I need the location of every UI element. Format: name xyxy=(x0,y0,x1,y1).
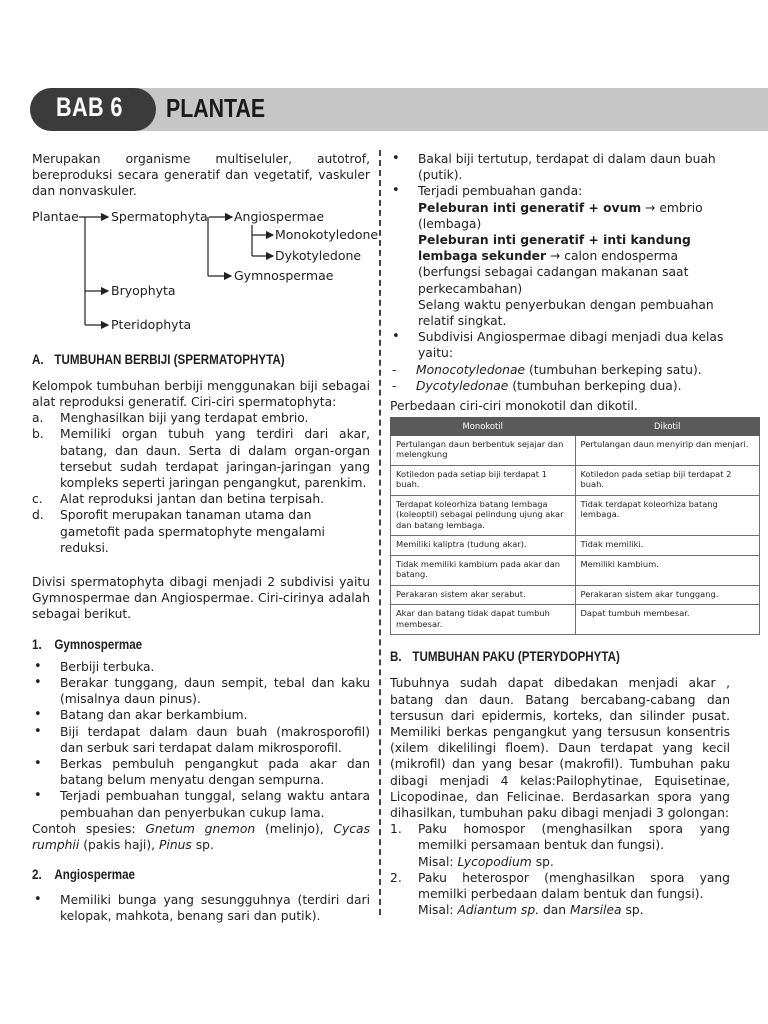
species-suffix: sp. xyxy=(535,854,554,869)
table-cell: Pertulangan daun berbentuk sejajar dan melengkung xyxy=(391,435,576,465)
list-item xyxy=(32,507,370,556)
section-a-intro: Kelompok tumbuhan berbiji menggunakan biji sebagai alat reproduksi generatif. Ciri-ciri spermatophyta: xyxy=(32,378,370,410)
paku-groups xyxy=(390,821,730,918)
fertilization-2-bold: Peleburan inti generatif + inti kandung lembaga xyxy=(418,233,691,264)
dash-marker: - xyxy=(392,362,397,377)
table-cell: Kotiledon pada setiap biji terdapat 1 buah. xyxy=(391,465,576,495)
section-a-heading xyxy=(32,352,323,368)
angio-title: Angiospermae xyxy=(54,867,136,883)
table-cell: Tidak memiliki kambium pada akar dan batang. xyxy=(391,555,576,585)
list-marker: c. xyxy=(32,492,43,507)
chapter-title: PLANTAE xyxy=(166,93,266,123)
list-item xyxy=(32,426,370,491)
list-item: • Batang dan akar berkambium. xyxy=(32,707,370,723)
species-name: Lycopodium xyxy=(457,854,532,869)
comparison-table xyxy=(390,417,760,635)
table-row xyxy=(391,435,760,465)
table-row xyxy=(391,465,760,495)
selang-text: Selang waktu penyerbukan dengan pembuahan relatif singkat. xyxy=(418,297,714,329)
list-marker: 2. xyxy=(390,870,402,885)
table-row xyxy=(391,536,760,556)
list-item-text: Alat reproduksi jantan dan betina terpisah. xyxy=(60,492,325,507)
table-cell: Memiliki kambium. xyxy=(575,555,760,585)
angiospermae-list-a xyxy=(32,892,370,924)
table-cell: Perakaran sistem akar serabut. xyxy=(391,585,576,605)
angio-number: 2. xyxy=(32,867,42,883)
tree-spermatophyta: Spermatophyta xyxy=(111,208,208,224)
gymno-number: 1. xyxy=(32,636,42,652)
left-column xyxy=(32,151,379,924)
list-item xyxy=(390,378,730,394)
table-cell: Memiliki kaliptra (tudung akar). xyxy=(391,536,576,556)
species-name: Pinus xyxy=(158,838,192,853)
list-item-text: Terjadi pembuahan ganda: xyxy=(418,184,583,199)
list-item: • Biji terdapat dalam daun buah (makrosporofil) dan serbuk sari terdapat dalam mikrosporofil. xyxy=(32,724,370,756)
arrow-icon: → xyxy=(549,249,561,264)
species-suffix: sp. xyxy=(195,838,214,853)
table-header-row xyxy=(391,418,760,436)
angiospermae-heading xyxy=(32,867,323,883)
species-prefix: Contoh spesies: xyxy=(32,821,136,836)
tree-root: Plantae xyxy=(32,208,79,224)
spermatophyta-characteristics xyxy=(32,410,370,556)
column-divider xyxy=(379,150,381,915)
section-a-letter: A. xyxy=(32,351,44,367)
list-item: • Berbiji terbuka. xyxy=(32,659,370,675)
column-header: Monokotil xyxy=(391,418,576,436)
gymnospermae-heading xyxy=(32,637,323,653)
section-b-letter: B. xyxy=(390,649,402,665)
conjunction: dan xyxy=(542,903,567,918)
list-item xyxy=(390,870,730,919)
tree-bryophyta: Bryophyta xyxy=(111,282,176,298)
gymno-title: Gymnospermae xyxy=(54,636,143,652)
list-item: • Berakar tunggang, daun sempit, tebal dan kaku (misalnya daun pinus). xyxy=(32,675,370,707)
list-item xyxy=(390,821,730,870)
fertilization-2-result: calon endosperma (berfungsi sebagai cadangan makanan saat perkecambahan) xyxy=(418,249,689,296)
tree-pteridophyta: Pteridophyta xyxy=(111,316,192,332)
angiospermae-list-b xyxy=(390,151,730,362)
class-name: Dycotyledonae xyxy=(416,378,509,393)
species-name: Cycas rumphii xyxy=(32,821,370,853)
table-cell: Perakaran sistem akar tunggang. xyxy=(575,585,760,605)
list-item: • Bakal biji tertutup, terdapat di dalam daun buah (putik). xyxy=(390,151,730,183)
list-item-text: Memiliki organ tubuh yang terdiri dari akar, batang, dan daun. Serta di dalam organ-organ tersebut sudah terdapat jaringan-jaringan yang kompleks seperti jaringan pengangkut, parenkim. xyxy=(60,427,370,491)
column-header: Dikotil xyxy=(575,418,760,436)
list-item xyxy=(32,491,370,507)
chapter-number: BAB 6 xyxy=(56,92,123,122)
species-name: Gnetum gnemon xyxy=(145,821,256,836)
table-cell: Akar dan batang tidak dapat tumbuh membesar. xyxy=(391,605,576,635)
section-b-paragraph: Tubuhnya sudah dapat dibedakan menjadi akar , batang dan daun. Batang bercabang-cabang dan tersusun dari epidermis, korteks, dan silinder pusat. Memiliki berkas pengangkut yang tersusun konsentris (xilem dikelilingi floem). Daun terdapat yang kecil (mikrofil) dan yang besar (makrofil). Tumbuhan paku dibagi menjadi 4 kelas:Pailophytinae, Equisetinae, Licopodinae, dan Felicinae. Berdasarkan spora yang dihasilkan, tumbuhan paku dibagi menjadi 3 golongan: xyxy=(390,676,730,821)
tree-monokotyledone: Monokotyledone xyxy=(275,226,379,242)
section-a-title: TUMBUHAN BERBIJI (SPERMATOPHYTA) xyxy=(54,351,285,367)
misal-label: Misal: xyxy=(418,854,454,869)
gymno-species xyxy=(32,821,370,853)
right-column xyxy=(390,151,749,919)
list-item: • Subdivisi Angiospermae dibagi menjadi dua kelas yaitu: xyxy=(390,329,730,361)
list-marker: b. xyxy=(32,427,44,442)
list-marker: 1. xyxy=(390,822,402,837)
dash-marker: - xyxy=(392,378,397,393)
section-b-title: TUMBUHAN PAKU (PTERYDOPHYTA) xyxy=(412,649,620,665)
table-row xyxy=(391,495,760,536)
divisi-paragraph: Divisi spermatophyta dibagi menjadi 2 subdivisi yaitu Gymnospermae dan Angiospermae. Ciri-cirinya adalah sebagai berikut. xyxy=(32,575,370,622)
list-item xyxy=(390,362,730,378)
list-marker: d. xyxy=(32,508,44,523)
list-item-text: Paku heterospor (menghasilkan spora yang memilki perbedaan dalam bentuk dan fungsi). xyxy=(418,870,730,902)
section-b-heading xyxy=(390,649,682,665)
tree-angiospermae: Angiospermae xyxy=(234,208,325,224)
fertilization-1-bold: Peleburan inti generatif + ovum xyxy=(418,200,642,215)
arrow-icon: → xyxy=(645,200,656,215)
table-cell: Tidak memiliki. xyxy=(575,536,760,556)
table-cell: Kotiledon pada setiap biji terdapat 2 buah. xyxy=(575,465,760,495)
class-name: Monocotyledonae xyxy=(416,362,526,377)
list-item: • Berkas pembuluh pengangkut pada akar dan batang belum menyatu dengan sempurna. xyxy=(32,756,370,788)
species-local: (pakis haji), xyxy=(83,838,156,853)
class-desc: (tumbuhan berkeping dua). xyxy=(512,378,682,393)
fertilization-1-result: embrio (lembaga) xyxy=(418,200,703,231)
species-name: Adiantum sp. xyxy=(457,903,540,918)
species-name: Marsilea xyxy=(570,903,622,918)
taxonomy-tree xyxy=(32,208,379,348)
table-row xyxy=(391,555,760,585)
list-item-text: Menghasilkan biji yang terdapat embrio. xyxy=(60,411,309,426)
list-item: • Terjadi pembuahan tunggal, selang waktu antara pembuahan dan penyerbukan cukup lama. xyxy=(32,788,370,820)
table-cell: Terdapat koleorhiza batang lembaga (koleoptil) sebagai pelindung ujung akar dan batang lembaga. xyxy=(391,495,576,536)
list-item xyxy=(32,410,370,426)
list-item-text: Sporofit merupakan tanaman utama dan gametofit pada spermatophyte mengalami reduksi. xyxy=(60,508,325,555)
species-suffix: sp. xyxy=(625,903,644,918)
table-caption: Perbedaan ciri-ciri monokotil dan dikotil. xyxy=(390,399,638,414)
list-item xyxy=(390,183,730,329)
table-row xyxy=(391,605,760,635)
tree-gymnospermae: Gymnospermae xyxy=(234,267,334,283)
species-local: (melinjo), xyxy=(264,821,324,836)
fertilization-2-bold-cont: sekunder xyxy=(481,249,547,264)
table-cell: Dapat tumbuh membesar. xyxy=(575,605,760,635)
list-item-text: Paku homospor (menghasilkan spora yang memilki persamaan bentuk dan fungsi). xyxy=(418,822,730,853)
list-item: • Memiliki bunga yang sesungguhnya (terdiri dari kelopak, mahkota, benang sari dan putik). xyxy=(32,892,370,924)
table-row xyxy=(391,585,760,605)
angiospermae-classes xyxy=(390,362,730,394)
gymnospermae-list xyxy=(32,659,370,821)
intro-paragraph: Merupakan organisme multiseluler, autotrof, bereproduksi secara generatif dan vegetatif, vaskuler dan nonvaskuler. xyxy=(32,152,370,199)
misal-label: Misal: xyxy=(418,903,454,918)
table-cell: Tidak terdapat koleorhiza batang lembaga. xyxy=(575,495,760,536)
tree-dykotyledone: Dykotyledone xyxy=(275,247,362,263)
table-cell: Pertulangan daun menyirip dan menjari. xyxy=(575,435,760,465)
class-desc: (tumbuhan berkeping satu). xyxy=(528,362,702,377)
list-marker: a. xyxy=(32,411,44,426)
